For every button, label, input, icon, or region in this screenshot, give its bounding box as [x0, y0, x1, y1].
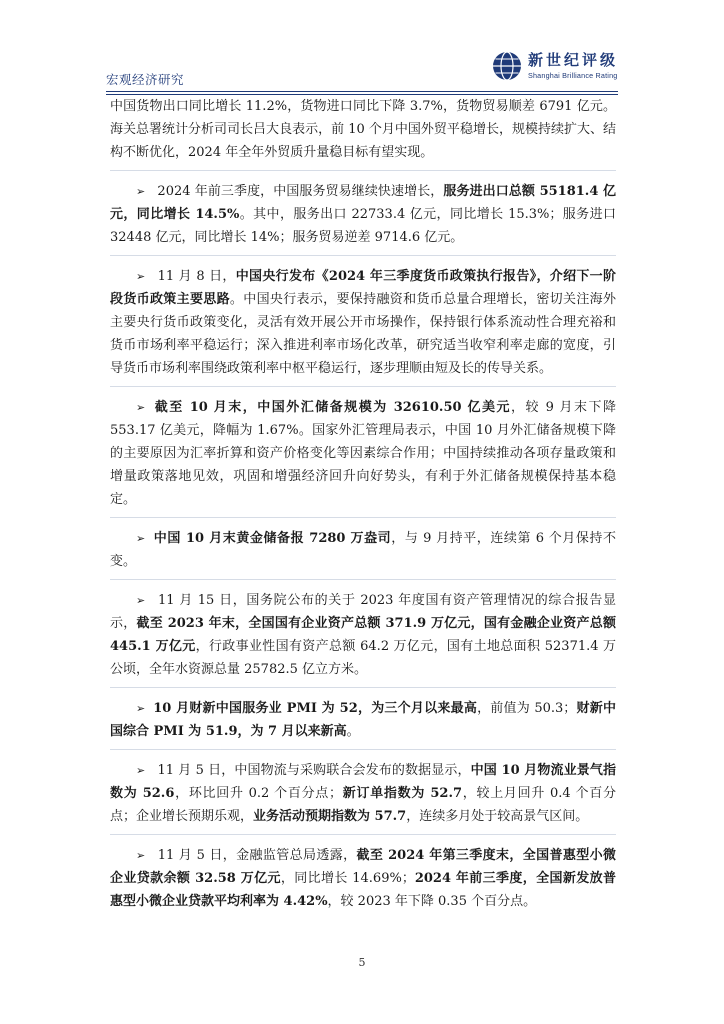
arrow-bullet-icon: ➢: [136, 401, 146, 414]
intro-paragraph: [110, 95, 616, 171]
page-number: 5: [358, 956, 366, 969]
logo-chinese-name: 新世纪评级: [527, 50, 618, 69]
arrow-bullet-icon: ➢: [136, 532, 146, 545]
body-content: [110, 95, 616, 928]
arrow-bullet-icon: ➢: [136, 594, 146, 607]
bullet-item: ➢ 11 月 5 日，金融监管总局透露，截至 2024 年第三季度末，全国普惠型小微企业贷款余额 32.58 万亿元，同比增长 14.69%；2024 年前三季度，全国新发放普惠型小微企业贷款平均利率为 4.42%，较 2023 年下降 0.35 个百分点。: [110, 848, 617, 909]
bullet-item: ➢ 2024 年前三季度，中国服务贸易继续快速增长，服务进出口总额 55181.4 亿元，同比增长 14.5%。其中，服务出口 22733.4 亿元，同比增长 15.3%；服务进口 32448 亿元，同比增长 14%；服务贸易逆差 9714.6 亿元。: [110, 180, 616, 256]
arrow-bullet-icon: ➢: [136, 764, 146, 777]
page-header: [106, 48, 618, 92]
bullet-item: ➢ 中国 10 月末黄金储备报 7280 万盎司，与 9 月持平，连续第 6 个月保持不变。: [110, 527, 616, 580]
bullet-item: ➢ 11 月 15 日，国务院公布的关于 2023 年度国有资产管理情况的综合报告显示，截至 2023 年末，全国国有企业资产总额 371.9 万亿元，国有金融企业资产总额 445.1 万亿元，行政事业性国有资产总额 64.2 万亿元，国有土地总面积 52371.4 万公顷，全年水资源总量 25782.5 亿立方米。: [110, 589, 616, 688]
brand-logo: [492, 48, 618, 84]
intro-text: 中国货物出口同比增长 11.2%，货物进口同比下降 3.7%，货物贸易顺差 6791 亿元。海关总署统计分析司司长吕大良表示，前 10 个月中国外贸平稳增长，规模持续扩大、结构不断优化，2024 年全年外贸质升量稳目标有望实现。: [110, 99, 616, 160]
arrow-bullet-icon: ➢: [136, 270, 146, 283]
arrow-bullet-icon: ➢: [136, 849, 146, 862]
bullet-item: ➢ 11 月 8 日，中国央行发布《2024 年三季度货币政策执行报告》，介绍下一阶段货币政策主要思路。中国央行表示，要保持融资和货币总量合理增长，密切关注海外主要央行货币政策变化，灵活有效开展公开市场操作，保持银行体系流动性合理充裕和货币市场利率平稳运行；深入推进利率市场化改革，研究适当收窄利率走廊的宽度，引导货币市场利率围绕政策利率中枢平稳运行，逐步理顺由短及长的传导关系。: [110, 265, 616, 387]
bullet-item: ➢ 11 月 5 日，中国物流与采购联合会发布的数据显示，中国 10 月物流业景气指数为 52.6，环比回升 0.2 个百分点；新订单指数为 52.7，较上月回升 0.4 个百分点；企业增长预期乐观，业务活动预期指数为 57.7，连续多月处于较高景气区间。: [110, 759, 616, 835]
arrow-bullet-icon: ➢: [136, 185, 146, 198]
logo-english-name: Shanghai Brilliance Rating: [527, 70, 618, 80]
header-divider: [106, 91, 618, 92]
bullet-item: ➢ 10 月财新中国服务业 PMI 为 52，为三个月以来最高，前值为 50.3；财新中国综合 PMI 为 51.9，为 7 月以来新高。: [110, 697, 616, 750]
section-title: 宏观经济研究: [106, 72, 185, 87]
globe-logo-icon: [492, 51, 522, 81]
bullet-item: ➢ 截至 10 月末，中国外汇储备规模为 32610.50 亿美元，较 9 月末下降 553.17 亿美元，降幅为 1.67%。国家外汇管理局表示，中国 10 月外汇储备规模下降的主要原因为汇率折算和资产价格变化等因素综合作用；中国持续推动各项存量政策和增量政策落地见效，巩固和增强经济回升向好势头，有利于外汇储备规模保持基本稳定。: [110, 396, 616, 518]
arrow-bullet-icon: ➢: [136, 702, 146, 715]
